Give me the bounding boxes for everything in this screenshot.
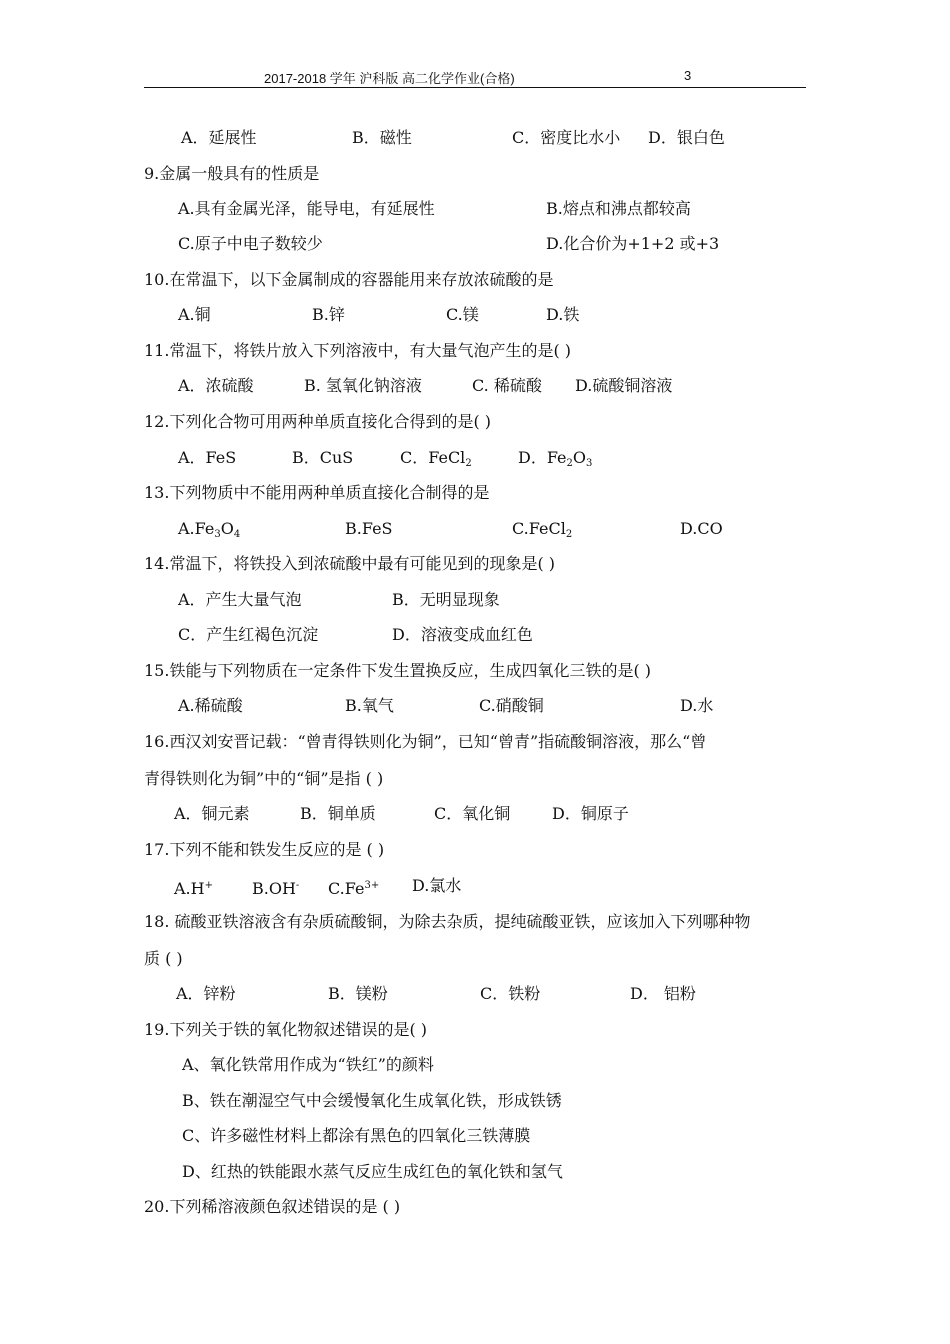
q17-option-d: D.氯水 <box>412 876 462 895</box>
q11-option-a: A．浓硫酸 <box>178 376 254 395</box>
q16-option-a: A．铜元素 <box>174 804 250 823</box>
q18-stem-line2: 质 ( ) <box>144 949 183 968</box>
q19-option-b: B、铁在潮湿空气中会缓慢氧化生成氧化铁，形成铁锈 <box>182 1091 562 1110</box>
q8-option-d: D．银白色 <box>648 128 725 147</box>
q10-option-d: D.铁 <box>546 305 580 324</box>
q15-option-a: A.稀硫酸 <box>178 696 243 715</box>
q17-stem: 17.下列不能和铁发生反应的是 ( ) <box>144 840 385 859</box>
q13-option-a: $A.Fe_3O_4$ <box>178 519 241 540</box>
header-rule <box>144 87 806 88</box>
q11-option-c: C. 稀硫酸 <box>472 376 542 395</box>
q18-option-b: B．镁粉 <box>328 984 388 1003</box>
q9-option-b: B.熔点和沸点都较高 <box>546 199 691 218</box>
q10-option-c: C.镁 <box>446 305 479 324</box>
q8-option-b: B．磁性 <box>352 128 412 147</box>
q18-stem-line1: 18. 硫酸亚铁溶液含有杂质硫酸铜，为除去杂质，提纯硫酸亚铁，应该加入下列哪种物 <box>144 912 751 931</box>
q17-option-c: $C.Fe^{3+}$ <box>328 879 380 898</box>
q10-stem: 10.在常温下，以下金属制成的容器能用来存放浓硫酸的是 <box>144 270 554 289</box>
q13-option-b: B.FeS <box>345 519 393 538</box>
q16-option-c: C．氧化铜 <box>434 804 511 823</box>
q11-stem: 11.常温下，将铁片放入下列溶液中，有大量气泡产生的是( ) <box>144 341 572 360</box>
q18-option-a: A．锌粉 <box>176 984 236 1003</box>
q19-option-c: C、许多磁性材料上都涂有黑色的四氧化三铁薄膜 <box>182 1126 531 1145</box>
page-header <box>144 66 806 86</box>
q16-option-d: D．铜原子 <box>552 804 629 823</box>
q15-option-b: B.氧气 <box>345 696 394 715</box>
q9-stem: 9.金属一般具有的性质是 <box>144 164 320 183</box>
q9-option-c: C.原子中电子数较少 <box>178 234 323 253</box>
q13-option-d: D.CO <box>680 519 723 538</box>
q16-option-b: B．铜单质 <box>300 804 376 823</box>
q8-option-a: A．延展性 <box>181 128 257 147</box>
q9-option-d: D.化合价为+1+2 或+3 <box>546 234 720 253</box>
q11-option-b: B. 氢氧化钠溶液 <box>304 376 422 395</box>
q9-option-a: A.具有金属光泽，能导电，有延展性 <box>178 199 435 218</box>
q15-stem: 15.铁能与下列物质在一定条件下发生置换反应，生成四氧化三铁的是( ) <box>144 661 652 680</box>
q11-option-d: D.硫酸铜溶液 <box>575 376 673 395</box>
q15-option-c: C.硝酸铜 <box>479 696 544 715</box>
q17-option-b: B.OH- <box>252 879 300 898</box>
q20-stem: 20.下列稀溶液颜色叙述错误的是 ( ) <box>144 1197 401 1216</box>
q19-stem: 19.下列关于铁的氧化物叙述错误的是( ) <box>144 1020 428 1039</box>
q17-option-a: A.H+ <box>174 879 213 898</box>
q10-option-a: A.铜 <box>178 305 211 324</box>
header-title: 2017-2018 学年 沪科版 高二化学作业(合格) <box>264 71 515 86</box>
q12-option-c: C．FeCl$_2$ <box>400 448 472 469</box>
q14-option-a: A．产生大量气泡 <box>178 590 302 609</box>
q12-option-a: A．FeS <box>178 448 237 467</box>
page-number: 3 <box>684 68 692 83</box>
q13-stem: 13.下列物质中不能用两种单质直接化合制得的是 <box>144 483 490 502</box>
q12-option-b: B．CuS <box>292 448 354 467</box>
q18-option-c: C．铁粉 <box>480 984 541 1003</box>
q14-option-c: C．产生红褐色沉淀 <box>178 625 319 644</box>
q14-option-b: B．无明显现象 <box>392 590 500 609</box>
q13-option-c: C.FeCl$_2$ <box>512 519 573 540</box>
q15-option-d: D.水 <box>680 696 714 715</box>
q19-option-a: A、氧化铁常用作成为“铁红”的颜料 <box>182 1055 434 1074</box>
q8-option-c: C．密度比水小 <box>512 128 621 147</box>
q18-option-d: D． 铝粉 <box>630 984 696 1003</box>
q12-stem: 12.下列化合物可用两种单质直接化合得到的是( ) <box>144 412 492 431</box>
q10-option-b: B.锌 <box>312 305 345 324</box>
q14-stem: 14.常温下，将铁投入到浓硫酸中最有可能见到的现象是( ) <box>144 554 556 573</box>
q12-option-d: D．$Fe_2O_3$ <box>518 448 593 469</box>
q19-option-d: D、红热的铁能跟水蒸气反应生成红色的氧化铁和氢气 <box>182 1162 563 1181</box>
q16-stem-line2: 青得铁则化为铜”中的“铜”是指 ( ) <box>144 769 384 788</box>
q16-stem-line1: 16.西汉刘安晋记载：“曾青得铁则化为铜”，已知“曾青”指硫酸铜溶液，那么“曾 <box>144 732 707 751</box>
q14-option-d: D．溶液变成血红色 <box>392 625 533 644</box>
